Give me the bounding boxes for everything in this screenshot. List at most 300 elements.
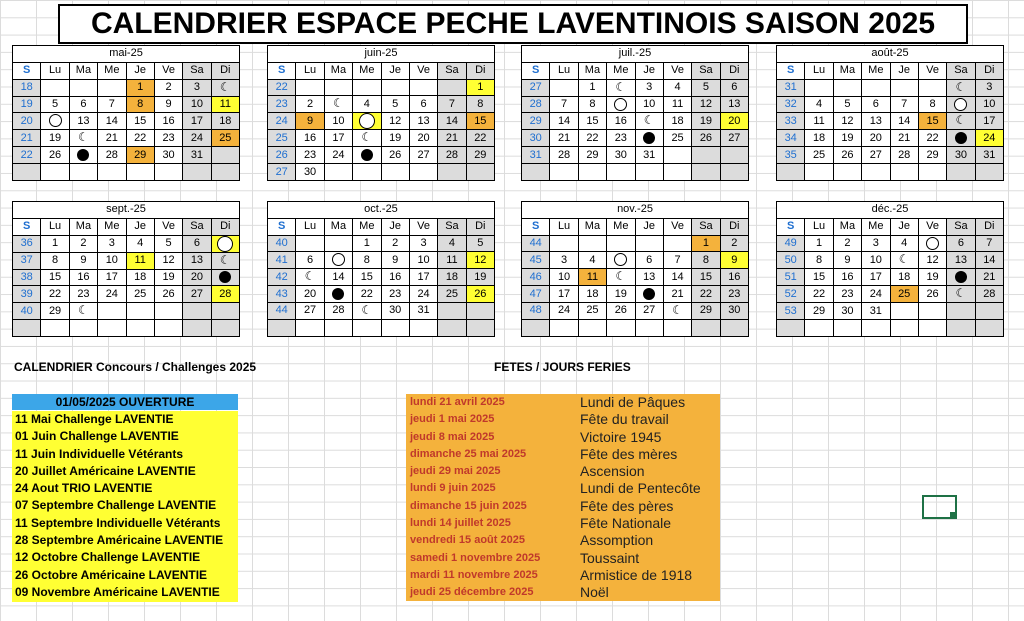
day-cell: 20	[720, 113, 748, 130]
day-cell	[918, 163, 946, 180]
week-number: 31	[522, 147, 550, 164]
day-cell	[550, 79, 578, 96]
day-cell: 2	[381, 235, 409, 252]
day-cell	[98, 320, 126, 337]
day-cell	[663, 302, 691, 319]
day-cell	[69, 163, 97, 180]
month-calendar	[267, 201, 495, 337]
day-cell: 6	[183, 235, 211, 252]
day-cell	[353, 319, 381, 336]
day-header: Ma	[69, 62, 97, 79]
day-header: Je	[126, 62, 154, 79]
day-header: Je	[890, 218, 918, 235]
day-cell: 24	[183, 130, 211, 147]
day-cell	[805, 319, 833, 336]
holiday-row	[406, 498, 720, 515]
day-cell	[947, 130, 975, 147]
full-moon-icon	[954, 98, 967, 111]
day-cell	[947, 286, 975, 303]
day-cell	[438, 164, 466, 181]
day-cell: 23	[720, 286, 748, 303]
day-header: Me	[862, 62, 890, 79]
day-cell	[975, 303, 1003, 320]
day-cell	[635, 235, 663, 252]
holiday-row	[406, 515, 720, 532]
day-cell: 26	[41, 147, 69, 164]
day-cell	[890, 252, 918, 269]
day-cell	[578, 235, 606, 252]
day-cell	[353, 164, 381, 181]
day-cell	[211, 235, 239, 252]
day-header: S	[13, 62, 41, 79]
day-cell	[692, 319, 720, 336]
new-moon-icon	[643, 132, 655, 144]
day-cell	[550, 319, 578, 336]
day-cell: 15	[805, 269, 833, 286]
day-header: Je	[381, 62, 409, 79]
day-cell	[41, 79, 69, 96]
day-cell: 17	[409, 269, 437, 286]
day-cell	[381, 79, 409, 96]
day-cell: 24	[550, 302, 578, 319]
day-cell: 6	[409, 96, 437, 113]
week-number: 32	[777, 96, 805, 113]
day-cell	[296, 235, 324, 252]
day-cell: 3	[183, 79, 211, 96]
day-cell: 12	[381, 113, 409, 130]
day-cell: 22	[466, 130, 494, 147]
challenge-item: 26 Octobre Américaine LAVENTIE	[15, 567, 208, 582]
last-quarter-moon-icon: ☾	[78, 130, 89, 145]
challenge-item: 07 Septembre Challenge LAVENTIE	[15, 498, 217, 513]
day-header: Lu	[296, 218, 324, 235]
day-header: Me	[862, 218, 890, 235]
holiday-row	[406, 480, 720, 497]
day-cell	[126, 163, 154, 180]
last-quarter-moon-icon: ☾	[643, 113, 655, 128]
day-cell	[947, 96, 975, 113]
day-header: Sa	[183, 218, 211, 235]
page-title: CALENDRIER ESPACE PECHE LAVENTINOIS SAISON 2025	[58, 4, 968, 44]
day-cell: 30	[296, 164, 324, 181]
holiday-name: Fête du travail	[580, 411, 669, 428]
day-cell: 9	[381, 252, 409, 269]
day-cell: 17	[975, 113, 1003, 130]
day-header: Ve	[154, 62, 182, 79]
day-header: Me	[98, 218, 126, 235]
day-cell: 28	[211, 286, 239, 303]
day-cell: 29	[126, 147, 154, 164]
day-cell	[578, 163, 606, 180]
holiday-date: dimanche 15 juin 2025	[410, 499, 527, 512]
week-number	[522, 319, 550, 336]
day-cell: 14	[438, 113, 466, 130]
day-cell: 17	[183, 113, 211, 130]
day-cell: 30	[720, 302, 748, 319]
day-cell	[663, 163, 691, 180]
day-cell: 1	[41, 235, 69, 252]
challenge-item: 11 Mai Challenge LAVENTIE	[15, 412, 174, 426]
day-cell	[324, 235, 352, 252]
day-cell: 12	[833, 113, 861, 130]
day-cell	[607, 96, 635, 113]
day-cell: 1	[805, 235, 833, 252]
week-number: 40	[268, 235, 296, 252]
challenge-item: 20 Juillet Américaine LAVENTIE	[15, 463, 196, 478]
day-cell: 13	[69, 113, 97, 130]
week-number: 23	[268, 96, 296, 113]
day-cell: 27	[862, 147, 890, 164]
day-cell	[126, 303, 154, 320]
week-number: 53	[777, 303, 805, 320]
day-cell: 19	[466, 269, 494, 286]
day-cell: 29	[805, 303, 833, 320]
holiday-name: Ascension	[580, 463, 645, 480]
day-cell: 20	[296, 286, 324, 303]
day-cell	[353, 113, 381, 130]
full-moon-icon	[217, 236, 233, 252]
day-cell: 20	[409, 130, 437, 147]
day-cell	[918, 235, 946, 252]
day-cell: 18	[805, 130, 833, 147]
day-header: Sa	[438, 218, 466, 235]
last-quarter-moon-icon: ☾	[361, 130, 373, 145]
day-cell	[833, 79, 861, 96]
week-number: 31	[777, 79, 805, 96]
day-cell: 10	[324, 113, 352, 130]
day-cell: 13	[947, 252, 975, 269]
day-header: Ve	[409, 62, 437, 79]
week-number: 44	[522, 235, 550, 252]
day-cell	[607, 252, 635, 269]
day-cell: 6	[635, 252, 663, 269]
day-cell: 5	[154, 235, 182, 252]
day-cell	[69, 303, 97, 320]
fill-handle[interactable]	[950, 512, 955, 517]
last-quarter-moon-icon: ☾	[615, 269, 627, 284]
day-cell: 31	[975, 147, 1003, 164]
day-cell: 26	[466, 286, 494, 303]
day-cell: 25	[805, 147, 833, 164]
day-header: Sa	[438, 62, 466, 79]
day-cell: 28	[324, 302, 352, 319]
day-cell: 8	[692, 252, 720, 269]
week-number: 36	[13, 235, 41, 252]
day-header: Di	[975, 62, 1003, 79]
week-number	[777, 319, 805, 336]
holiday-name: Victoire 1945	[580, 428, 662, 445]
day-header: Lu	[41, 218, 69, 235]
new-moon-icon	[955, 132, 967, 144]
holiday-row	[406, 532, 720, 549]
day-cell	[720, 163, 748, 180]
day-header: Lu	[296, 62, 324, 79]
day-cell: 9	[720, 252, 748, 269]
day-cell	[381, 164, 409, 181]
day-cell	[183, 303, 211, 320]
day-cell	[947, 303, 975, 320]
day-cell	[862, 163, 890, 180]
day-header: Me	[353, 218, 381, 235]
day-cell: 2	[833, 235, 861, 252]
day-cell: 22	[805, 286, 833, 303]
day-cell: 19	[918, 269, 946, 286]
day-cell	[833, 163, 861, 180]
week-number: 38	[13, 269, 41, 286]
new-moon-icon	[332, 288, 344, 300]
day-cell: 28	[890, 147, 918, 164]
week-number: 30	[522, 130, 550, 147]
week-number: 44	[268, 302, 296, 319]
day-header: S	[268, 218, 296, 235]
day-cell: 2	[720, 235, 748, 252]
challenge-item: 11 Juin Individuelle Vétérants	[15, 446, 184, 461]
day-header: Lu	[805, 218, 833, 235]
day-cell	[890, 79, 918, 96]
day-cell: 3	[550, 252, 578, 269]
day-cell	[296, 79, 324, 96]
day-cell	[947, 163, 975, 180]
day-cell: 4	[578, 252, 606, 269]
day-cell: 26	[692, 130, 720, 147]
first-quarter-moon-icon: ☾	[955, 79, 967, 94]
day-cell	[324, 286, 352, 303]
day-cell: 16	[296, 130, 324, 147]
day-cell: 10	[862, 252, 890, 269]
day-cell	[211, 303, 239, 320]
day-cell: 4	[438, 235, 466, 252]
day-header: S	[777, 218, 805, 235]
day-cell: 5	[466, 235, 494, 252]
day-cell	[805, 163, 833, 180]
day-cell: 25	[578, 302, 606, 319]
day-cell	[890, 303, 918, 320]
day-cell: 19	[41, 130, 69, 147]
day-header: Ma	[324, 218, 352, 235]
day-header: Je	[381, 218, 409, 235]
day-cell: 16	[833, 269, 861, 286]
day-cell	[663, 319, 691, 336]
day-cell	[947, 79, 975, 96]
day-cell: 27	[409, 147, 437, 164]
week-number: 41	[268, 252, 296, 269]
challenge-item: 12 Octobre Challenge LAVENTIE	[15, 550, 201, 565]
day-header: Ma	[833, 62, 861, 79]
month-name: juil.-25	[522, 46, 749, 63]
day-cell: 11	[438, 252, 466, 269]
day-cell: 3	[975, 79, 1003, 96]
day-cell: 16	[720, 269, 748, 286]
day-cell	[438, 302, 466, 319]
holiday-row	[406, 584, 720, 601]
day-cell: 24	[98, 286, 126, 303]
day-cell: 16	[154, 113, 182, 130]
day-cell: 31	[183, 147, 211, 164]
day-cell: 25	[438, 286, 466, 303]
day-header: Ma	[69, 218, 97, 235]
day-cell: 19	[381, 130, 409, 147]
challenge-item: 09 Novembre Américaine LAVENTIE	[15, 584, 220, 599]
day-cell	[550, 235, 578, 252]
holiday-name: Armistice de 1918	[580, 566, 693, 583]
day-cell: 8	[805, 252, 833, 269]
day-cell: 4	[353, 96, 381, 113]
holiday-name: Lundi de Pâques	[580, 394, 686, 410]
day-cell: 29	[692, 302, 720, 319]
day-cell: 22	[918, 130, 946, 147]
day-cell: 15	[578, 113, 606, 130]
day-cell: 26	[918, 286, 946, 303]
week-number: 19	[13, 96, 41, 113]
challenge-item: 24 Aout TRIO LAVENTIE	[15, 481, 153, 496]
day-cell: 1	[126, 79, 154, 96]
day-cell	[805, 79, 833, 96]
day-cell: 27	[720, 130, 748, 147]
day-cell: 1	[353, 235, 381, 252]
first-quarter-moon-icon: ☾	[304, 269, 316, 284]
day-header: S	[13, 218, 41, 235]
day-cell: 17	[550, 286, 578, 303]
day-cell: 29	[578, 147, 606, 164]
day-header: Me	[607, 62, 635, 79]
holiday-row	[406, 550, 720, 567]
day-cell	[607, 235, 635, 252]
day-cell: 21	[98, 130, 126, 147]
new-moon-icon	[361, 149, 373, 161]
day-cell	[975, 163, 1003, 180]
day-cell	[154, 320, 182, 337]
day-cell: 15	[692, 269, 720, 286]
day-cell: 9	[296, 113, 324, 130]
holiday-name: Lundi de Pentecôte	[580, 480, 701, 497]
day-cell: 28	[438, 147, 466, 164]
day-cell: 23	[607, 130, 635, 147]
day-cell: 18	[438, 269, 466, 286]
holiday-row	[406, 446, 720, 463]
day-cell: 30	[381, 302, 409, 319]
holiday-name: Fête Nationale	[580, 515, 672, 532]
day-cell: 14	[663, 269, 691, 286]
day-header: Ve	[663, 62, 691, 79]
day-cell	[41, 163, 69, 180]
day-cell	[211, 147, 239, 164]
day-cell	[154, 303, 182, 320]
day-cell	[635, 319, 663, 336]
day-cell: 26	[607, 302, 635, 319]
month-name: nov.-25	[522, 202, 749, 219]
full-moon-icon	[926, 237, 939, 250]
day-header: Je	[890, 62, 918, 79]
week-number: 22	[268, 79, 296, 96]
day-header: Di	[466, 62, 494, 79]
day-cell: 7	[550, 96, 578, 113]
day-cell	[353, 302, 381, 319]
month-calendar	[267, 45, 495, 181]
day-cell: 12	[154, 252, 182, 269]
week-number: 42	[268, 269, 296, 286]
day-cell: 14	[98, 113, 126, 130]
day-cell	[947, 319, 975, 336]
day-cell	[918, 303, 946, 320]
day-cell	[635, 286, 663, 303]
day-cell: 28	[98, 147, 126, 164]
day-header: Me	[98, 62, 126, 79]
day-cell: 18	[578, 286, 606, 303]
month-calendar	[12, 45, 240, 181]
day-cell: 10	[975, 96, 1003, 113]
day-cell	[211, 163, 239, 180]
day-cell	[663, 147, 691, 164]
day-cell	[409, 79, 437, 96]
day-header: Ma	[324, 62, 352, 79]
day-header: Sa	[692, 218, 720, 235]
day-cell	[353, 79, 381, 96]
day-cell	[353, 130, 381, 147]
holidays-list	[406, 394, 720, 601]
day-cell: 22	[41, 286, 69, 303]
week-number: 27	[268, 164, 296, 181]
last-quarter-moon-icon: ☾	[219, 252, 231, 267]
day-header: Je	[635, 218, 663, 235]
last-quarter-moon-icon: ☾	[333, 96, 344, 111]
day-cell: 12	[692, 96, 720, 113]
day-header: Ve	[663, 218, 691, 235]
day-cell: 2	[296, 96, 324, 113]
day-cell: 10	[183, 96, 211, 113]
month-name: août-25	[777, 46, 1004, 63]
day-cell	[211, 79, 239, 96]
day-cell: 22	[126, 130, 154, 147]
day-cell	[918, 79, 946, 96]
day-cell	[975, 319, 1003, 336]
day-cell: 15	[466, 113, 494, 130]
day-cell: 17	[324, 130, 352, 147]
day-cell: 3	[635, 79, 663, 96]
day-cell: 26	[154, 286, 182, 303]
week-number: 39	[13, 286, 41, 303]
day-cell: 24	[409, 286, 437, 303]
day-cell: 31	[635, 147, 663, 164]
day-cell: 2	[154, 79, 182, 96]
month-name: sept.-25	[13, 202, 240, 219]
holiday-row	[406, 567, 720, 584]
holiday-date: mardi 11 novembre 2025	[410, 568, 538, 581]
holiday-row	[406, 429, 720, 446]
first-quarter-moon-icon: ☾	[219, 79, 231, 94]
day-cell: 13	[409, 113, 437, 130]
day-cell: 12	[918, 252, 946, 269]
day-cell: 13	[862, 113, 890, 130]
day-cell: 16	[69, 269, 97, 286]
day-cell: 30	[607, 147, 635, 164]
challenge-item: 11 Septembre Individuelle Vétérants	[15, 515, 221, 530]
day-cell: 5	[833, 96, 861, 113]
day-cell	[296, 269, 324, 286]
month-name: déc.-25	[777, 202, 1004, 219]
day-cell: 10	[635, 96, 663, 113]
day-cell: 22	[692, 286, 720, 303]
day-header: S	[522, 218, 550, 235]
holidays-heading: FETES / JOURS FERIES	[494, 360, 631, 374]
day-cell	[947, 269, 975, 286]
day-cell: 22	[578, 130, 606, 147]
holiday-date: vendredi 15 août 2025	[410, 534, 525, 547]
month-calendar	[776, 201, 1004, 337]
day-cell: 1	[466, 79, 494, 96]
week-number: 48	[522, 302, 550, 319]
day-header: Me	[607, 218, 635, 235]
day-cell: 19	[607, 286, 635, 303]
